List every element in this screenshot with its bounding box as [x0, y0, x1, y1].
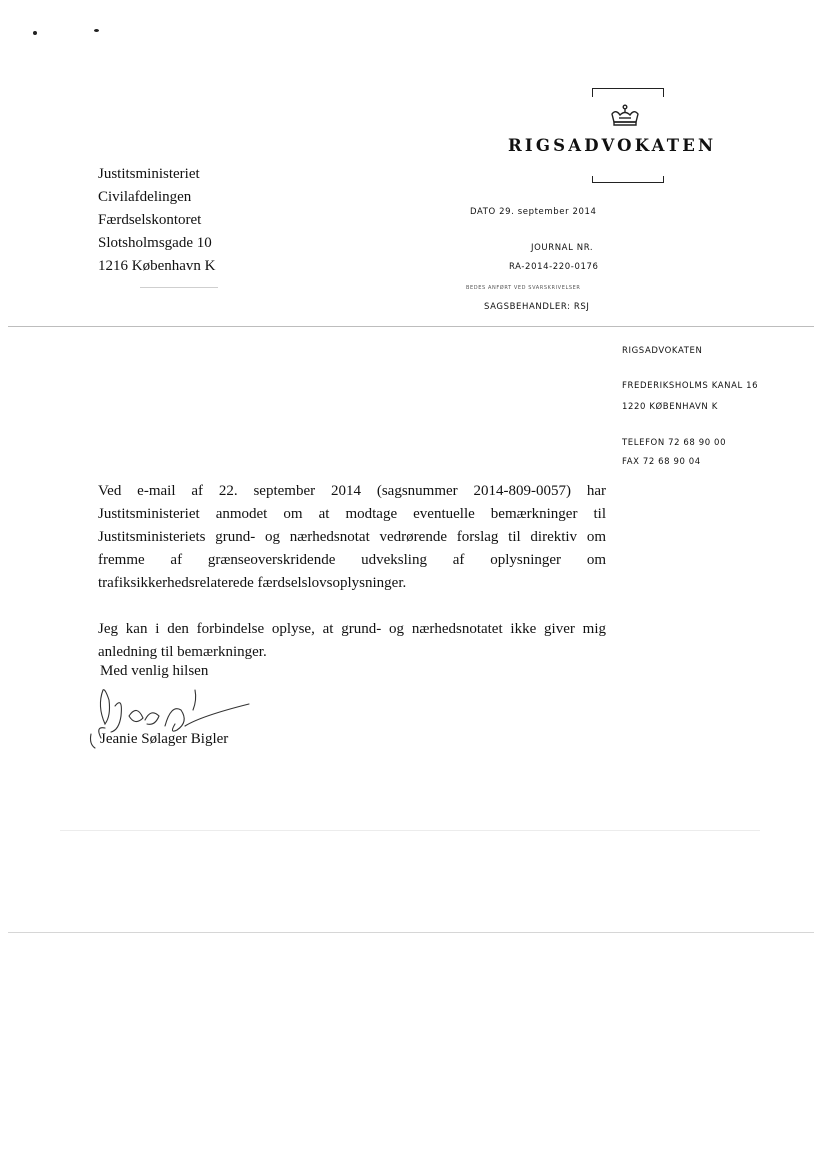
case-handler: SAGSBEHANDLER: RSJ	[484, 302, 590, 312]
logo-top-bracket	[592, 88, 664, 97]
recipient-line-5: 1216 København K	[98, 258, 216, 274]
recipient-line-1: Justitsministeriet	[98, 166, 200, 182]
body-paragraph-1: Ved e-mail af 22. september 2014 (sagsnummer 2014-809-0057) har Justitsministeriet anmodet om at modtage eventuelle bemærkninger til Justitsministeriets grund- og nærhedsnotat vedrørende forslag til direktiv om fremme af grænseoverskridende udveksling af oplysninger om trafiksikkerhedsrelaterede færdselslovsoplysninger.	[98, 483, 606, 591]
crown-icon	[608, 104, 642, 128]
recipient-line-3: Færdselskontoret	[98, 212, 202, 228]
sender-city: 1220 KØBENHAVN K	[622, 402, 718, 412]
logo-bottom-bracket	[592, 176, 664, 183]
journal-number: RA-2014-220-0176	[509, 262, 599, 272]
letter-date: DATO 29. september 2014	[470, 207, 597, 217]
recipient-address	[98, 163, 215, 278]
reference-note: BEDES ANFØRT VED SVARSKRIVELSER	[466, 285, 581, 291]
scan-speck	[94, 29, 99, 32]
logo-wordmark: RIGSADVOKATEN	[508, 136, 717, 155]
body-paragraph-2: Jeg kan i den forbindelse oplyse, at grund- og nærhedsnotatet ikke giver mig anledning til bemærkninger.	[98, 621, 606, 660]
sender-name: RIGSADVOKATEN	[622, 346, 703, 356]
scan-speck	[33, 31, 37, 35]
closing-greeting: Med venlig hilsen	[100, 663, 209, 679]
recipient-line-4: Slotsholmsgade 10	[98, 235, 212, 251]
sender-street: FREDERIKSHOLMS KANAL 16	[622, 381, 759, 391]
header-divider	[8, 326, 814, 327]
scan-faint-rule	[8, 932, 814, 933]
scan-faint-rule	[60, 830, 760, 831]
sender-fax: FAX 72 68 90 04	[622, 457, 701, 467]
journal-number-label: JOURNAL NR.	[531, 243, 594, 253]
recipient-line-2: Civilafdelingen	[98, 189, 192, 205]
letter-body	[98, 480, 606, 687]
address-faint-rule	[140, 287, 218, 288]
sender-phone: TELEFON 72 68 90 00	[622, 438, 727, 448]
signer-name: Jeanie Sølager Bigler	[100, 731, 229, 747]
